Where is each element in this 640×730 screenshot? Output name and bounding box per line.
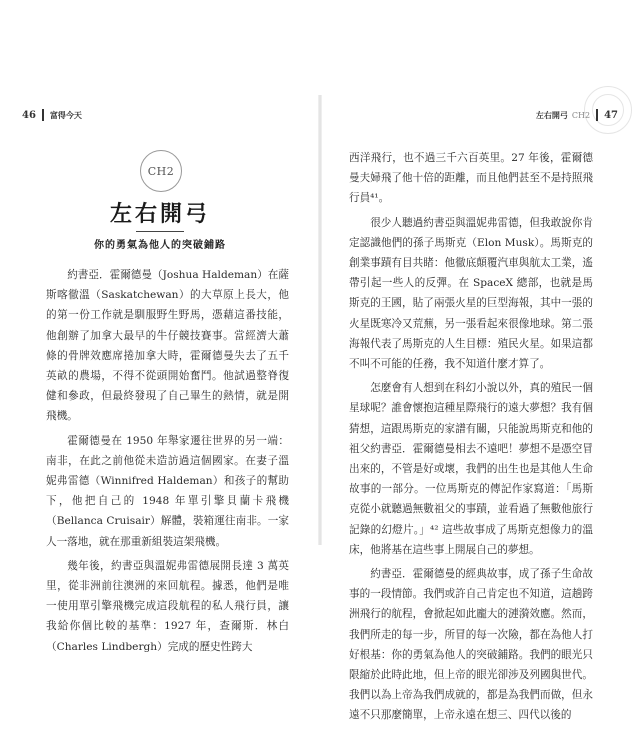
right-body-text [349, 148, 593, 730]
chapter-title: 左右開弓 [109, 201, 210, 227]
left-running-title: 富得今天 [49, 109, 82, 120]
right-running-header [536, 109, 618, 121]
paragraph: 幾年後，約書亞與溫妮弗雷德展開長達 3 萬英里，從非洲前往澳洲的來回航程。據悉，他們是唯一使用單引擎飛機完成這段航程的私人飛行員，讓我給你個比較的基準：1927 年，查爾斯．林白（Charles Lindbergh）完成的歷史性跨大 [46, 559, 289, 653]
right-chapter-marker: CH2 [571, 110, 591, 120]
chapter-badge [140, 150, 182, 192]
left-page [0, 0, 320, 653]
right-page-number: 47 [604, 109, 618, 121]
paragraph: 約書亞．霍爾德曼（Joshua Haldeman）在薩斯喀徹溫（Saskatchewan）的大草原上長大，他的第一份工作就是馴服野生野馬，憑藉這番技能，他創辦了加拿大最早的牛仔競技賽事。當經濟大蕭條的骨牌效應席捲加拿大時，霍爾德曼失去了五千英畝的農場，不得不從頭開始奮鬥。他試過整脊復健和參政，但最終發現了自己畢生的熱情，就是開飛機。 [46, 269, 289, 423]
header-divider [596, 109, 598, 121]
chapter-subtitle: 你的勇氣為他人的突破鋪路 [94, 240, 226, 251]
left-page-number: 46 [22, 109, 36, 121]
left-body-text [46, 265, 289, 661]
right-page [320, 0, 640, 722]
paragraph: 怎麼會有人想到在科幻小說以外，真的殖民一個星球呢？誰會懷抱這種星際飛行的遠大夢想？我有個猜想，這跟馬斯克的家譜有關，只能說馬斯克和他的祖父約書亞．霍爾德曼相去不遠吧！夢想不是憑空冒出來的，不管是好或壞，我們的出生也是其他人生命故事的一部分。一位馬斯克的傳記作家寫道：「馬斯克從小就聽過無數祖父的事蹟，並看過了無數他旅行記錄的幻燈片。」⁴² 這些故事成了馬斯克想像力的溫床，他將基在這些事上開展自己的夢想。 [349, 382, 593, 556]
left-running-header [22, 109, 82, 121]
paragraph: 很少人聽過約書亞與溫妮弗雷德，但我敢說你肯定認識他們的孫子馬斯克（Elon Musk）。馬斯克的創業事蹟有目共睹：他徹底顛覆汽車與航太工業，遙帶引起一些人的反彈。在 SpaceX 總部，也就是馬斯克的王國，貼了兩張火星的巨型海報，其中一張的火星既寒冷又荒蕪，另一張看起來很像地球。第二張海報代表了馬斯克的人生目標：殖民火星。如果這都不叫不可能的任務，我不知道什麼才算了。 [349, 216, 593, 371]
chapter-rule [136, 231, 184, 232]
right-running-title: 左右開弓 [535, 109, 568, 120]
chapter-label: CH2 [147, 164, 175, 178]
header-divider [42, 109, 44, 121]
paragraph: 約書亞．霍爾德曼的經典故事，成了孫子生命故事的一段情節。我們或許自己肯定也不知道，這趟跨洲飛行的航程，會掀起如此龐大的漣漪效應。然而，我們所走的每一步，所冒的每一次險，都在為他人打好根基：你的勇氣為他人的突破鋪路。我們的眼光只限縮於此時此地，但上帝的眼光卻涉及列國與世代。我們以為上帝為我們成就的，都是為我們而做，但永遠不只那麼簡單，上帝永遠在想三、四代以後的 [349, 568, 593, 722]
paragraph: 霍爾德曼在 1950 年舉家遷往世界的另一端：南非，在此之前他從未造訪過這個國家。在妻子溫妮弗雷德（Winnifred Haldeman）和孩子的幫助下，他把自己的 1948 年單引擎貝蘭卡飛機（Bellanca Cruisair）解體，裝箱運往南非。一家人一落地，就在那重新組裝這架飛機。 [46, 434, 289, 548]
paragraph: 西洋飛行，也不過三千六百英里。27 年後，霍爾德曼夫婦飛了他十倍的距離，而且他們甚至不是持照飛行員⁴¹。 [349, 152, 593, 205]
